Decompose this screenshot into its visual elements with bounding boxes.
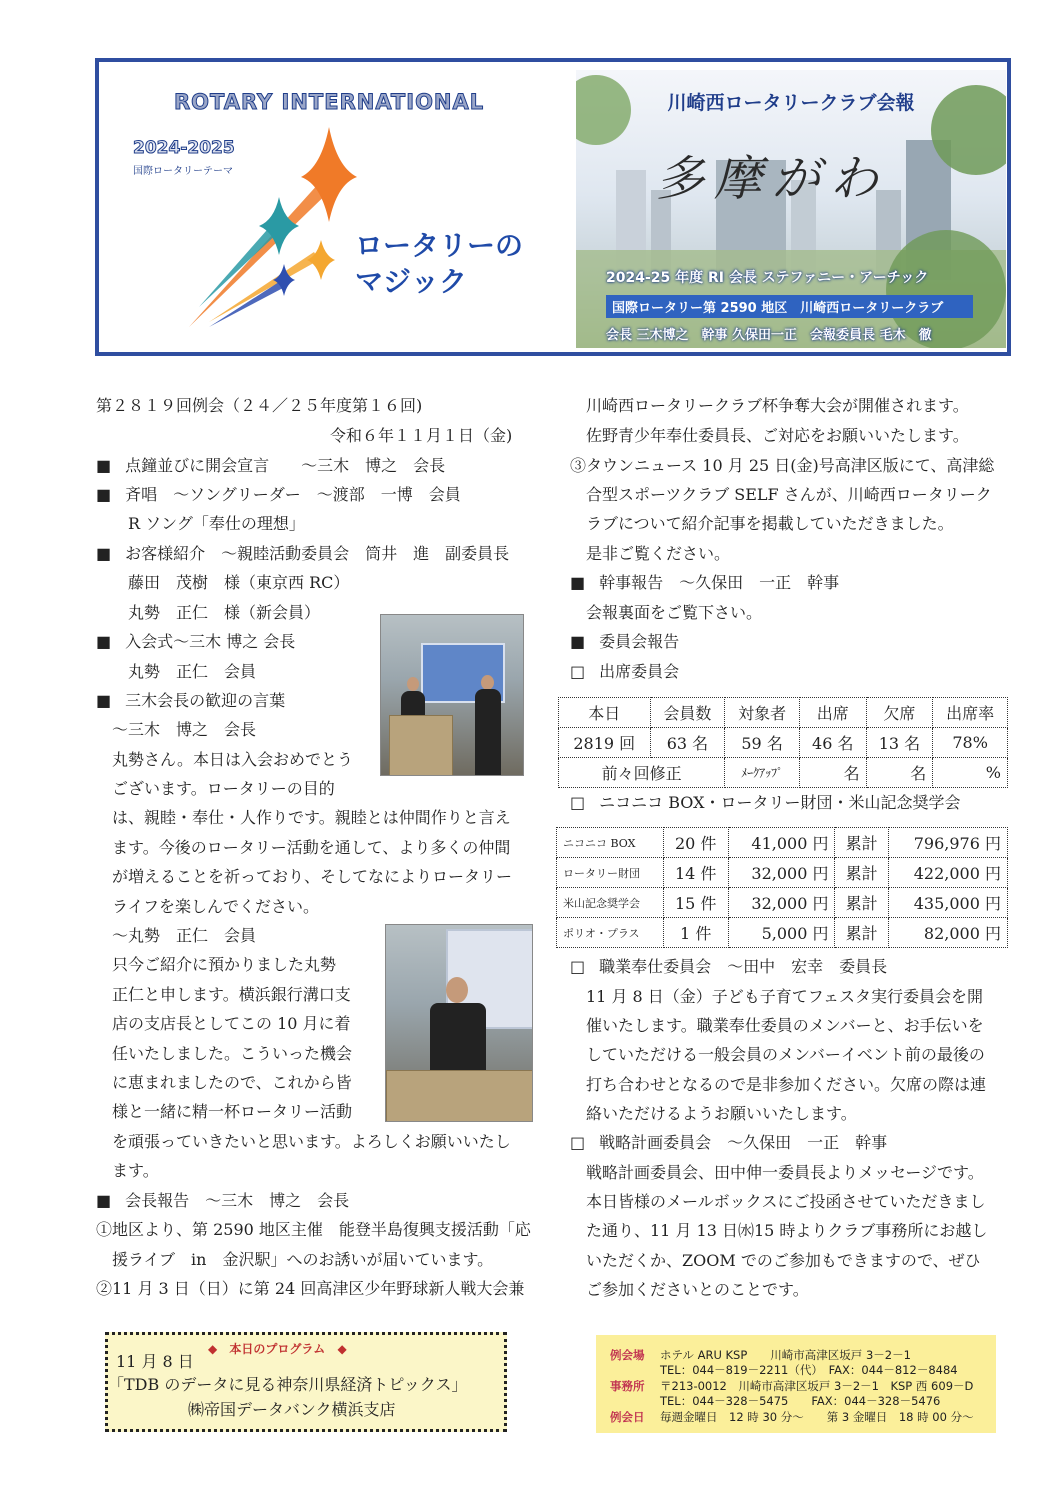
strategic-text-2: 本日皆様のメールボックスにご投函させていただきまし [586,1192,986,1211]
secretary-report: ■ 幹事報告 ～久保田 一正 幹事 [570,573,839,593]
agenda-opening: ■ 点鐘並びに開会宣言 ～三木 博之 会長 [96,456,445,476]
table-cell: ニコニコ BOX [557,828,664,858]
table-row [559,698,1008,728]
attendance-committee: □ 出席委員会 [570,662,679,682]
table-header: 本日 [559,698,651,728]
table-cell: 63 名 [650,728,725,758]
agenda-president-report: ■ 会長報告 ～三木 博之 会長 [96,1191,349,1211]
member-text-5: に恵まれましたので、これから皆 [112,1073,352,1092]
table-row [557,858,1008,888]
report-3c: ラブについて紹介記事を掲載していただきました。 [586,514,954,533]
table-header: 会員数 [650,698,725,728]
table-row [557,918,1008,948]
strategic-committee: □ 戦略計画委員会 ～久保田 一正 幹事 [570,1133,887,1153]
vocational-text-4: 打ち合わせとなるので是非参加ください。欠席の際は連 [586,1075,987,1094]
today-program-box [105,1332,507,1432]
member-text-8: ます。 [112,1161,159,1180]
table-row [559,728,1008,758]
committee-report: ■ 委員会報告 [570,632,679,652]
member-text-3: 店の支店長としてこの 10 月に着 [112,1014,351,1033]
welcome-text-3: は、親睦・奉仕・人作りです。親睦とは仲間作りと言え [112,808,511,827]
member-text-7: を頑張っていきたいと思います。よろしくお願いいたし [112,1132,511,1151]
meeting-title: 第２８１９回例会（２４／２５年度第１６回) [96,396,423,415]
welcome-text-5: が増えることを祈っており、そしてなによりロータリー [112,867,513,886]
podium [386,1070,533,1122]
table-cell: ロータリー財団 [557,858,664,888]
meeting-date: 令和６年１１月１日（金) [330,426,513,445]
meeting-day-label: 例会日 [610,1410,645,1424]
fund-table [556,827,1008,948]
strategic-text-5: ご参加くださいとのことです。 [586,1280,809,1299]
table-cell: % [933,758,1008,788]
member-text-1: 只今ご紹介に預かりました丸勢 [112,955,337,974]
table-row [557,888,1008,918]
office-address: 〒213-0012 川崎市高津区坂戸 3－2－1 KSP 西 609－D [660,1379,974,1393]
ri-president-line: 2024-25 年度 RI 会長 ステファニー・アーチック [606,270,929,286]
office-label: 事務所 [610,1379,645,1393]
table-cell: 2819 回 [559,728,651,758]
strategic-text-3: た通り、11 月 13 日㈬15 時よりクラブ事務所にお越し [586,1221,988,1240]
theme-magic-title [355,228,523,300]
table-cell: 1 件 [663,918,728,948]
induction-member: 丸勢 正仁 会員 [128,662,257,681]
theme-year: 2024-2025 [133,138,235,158]
newsletter-calligraphy-title: 多摩がわ [656,151,889,207]
table-header: 欠席 [866,698,933,728]
table-cell: ポリオ・プラス [557,918,664,948]
agenda-song: ■ 斉唱 ～ソングリーダー ～渡部 一博 会員 [96,485,461,505]
table-cell: 32,000 円 [728,888,835,918]
welcome-speaker: ～三木 博之 会長 [112,720,257,739]
table-cell: 米山記念奨学会 [557,888,664,918]
strategic-text-1: 戦略計画委員会、田中伸一委員長よりメッセージです。 [586,1163,984,1182]
agenda-song-name: R ソング「奉仕の理想」 [128,514,305,533]
club-newsletter-title: 川崎西ロータリークラブ会報 [667,92,915,114]
president-report-1b: 援ライブ in 金沢駅」へのお誘いが届いています。 [112,1250,494,1269]
venue-label: 例会場 [610,1348,645,1362]
theme-label: 国際ロータリーテーマ [133,166,233,177]
table-header: 出席率 [933,698,1008,728]
report-continued-2: 佐野青少年奉仕委員長、ご対応をお願いいたします。 [586,426,969,445]
table-cell: 5,000 円 [728,918,835,948]
table-header: 出席 [799,698,866,728]
vocational-text-1: 11 月 8 日（金）子ども子育てフェスタ実行委員会を開 [586,987,983,1006]
district-line: 国際ロータリー第 2590 地区 川崎西ロータリークラブ [606,295,973,318]
table-cell: 435,000 円 [888,888,1007,918]
podium [389,715,453,776]
vocational-text-3: していただける一般会員のメンバーイベント前の最後の [586,1045,985,1064]
fund-title: □ ニコニコ BOX・ロータリー財団・米山記念奨学会 [570,793,961,813]
program-date: 11 月 8 日 [116,1352,194,1371]
table-cell: ﾒｰｸｱｯﾌﾟ [725,758,800,788]
club-officers-line: 会長 三木博之 幹事 久保田一正 会報委員長 毛木 徹 [606,328,932,343]
agenda-guests: ■ お客様紹介 ～親睦活動委員会 筒井 進 副委員長 [96,544,509,564]
star-streak-blue [209,282,283,327]
strategic-text-4: いただくか、ZOOM でのご参加もできますので、ぜひ [586,1251,981,1270]
table-cell: 前々回修正 [559,758,725,788]
member-text-6: 様と一緒に精一杯ロータリー活動 [112,1102,353,1121]
office-tel: TEL：044－328－5475 FAX：044－328－5476 [660,1394,941,1408]
newsletter-header [95,58,1011,356]
star-yellow-icon [307,240,335,280]
club-photo-banner [576,70,1006,348]
table-cell: 累計 [835,828,888,858]
table-cell: 796,976 円 [888,828,1007,858]
member-speaker: ～丸勢 正仁 会員 [112,926,257,945]
table-cell: 422,000 円 [888,858,1007,888]
vocational-text-2: 催いたします。職業奉仕委員のメンバーと、お手伝いを [586,1016,984,1035]
table-cell: 78% [933,728,1008,758]
president-report-2: ②11 月 3 日（日）に第 24 回高津区少年野球新人戦大会兼 [96,1279,525,1298]
club-info-box [596,1335,996,1433]
table-cell: 46 名 [799,728,866,758]
secretary-report-text: 会報裏面をご覧下さい。 [586,603,763,622]
president-report-1: ①地区より、第 2590 地区主催 能登半島復興支援活動「応 [96,1220,531,1239]
shooting-stars-logo [179,122,359,332]
theme-line-2: マジック [355,265,468,298]
new-member-photo [385,924,533,1122]
table-cell: 14 件 [663,858,728,888]
star-streak-orange [189,172,339,327]
rotary-theme-panel [99,62,574,352]
table-cell: 20 件 [663,828,728,858]
member-text-2: 正仁と申します。横浜銀行溝口支 [112,985,351,1004]
diamond-icon: ◆ [208,1342,218,1356]
venue-address: ホテル ARU KSP 川崎市高津区坂戸 3－2－1 [660,1348,911,1362]
table-cell: 名 [866,758,933,788]
vocational-text-5: 絡いただけるようお願いいたします。 [586,1104,857,1123]
table-header: 対象者 [725,698,800,728]
table-cell: 32,000 円 [728,858,835,888]
induction-photo [380,614,524,776]
table-row [559,758,1008,788]
theme-line-1: ロータリーの [355,229,524,262]
table-cell: 41,000 円 [728,828,835,858]
report-3b: 合型スポーツクラブ SELF さんが、川崎西ロータリーク [586,485,992,504]
table-cell: 13 名 [866,728,933,758]
table-cell: 累計 [835,858,888,888]
welcome-text-6: ライフを楽しんでください。 [112,897,320,916]
table-cell: 82,000 円 [888,918,1007,948]
member-text-4: 任いたしました。こういった機会 [112,1044,353,1063]
agenda-induction: ■ 入会式～三木 博之 会長 [96,632,295,652]
program-speaker: ㈱帝国データバンク横浜支店 [188,1400,396,1419]
venue-tel: TEL：044－819－2211（代） FAX：044－812－8484 [660,1363,958,1377]
guest-2: 丸勢 正仁 様（新会員） [128,603,321,622]
rotary-international-title: ROTARY INTERNATIONAL [174,90,485,114]
table-cell: 59 名 [725,728,800,758]
table-cell: 15 件 [663,888,728,918]
table-cell: 名 [799,758,866,788]
welcome-text-2: ございます。ロータリーの目的 [112,779,335,798]
meeting-day: 毎週金曜日 12 時 30 分～ 第 3 金曜日 18 時 00 分～ [660,1410,974,1424]
program-topic: 「TDB のデータに見る神奈川県経済トピックス」 [108,1375,468,1394]
report-3: ③タウンニュース 10 月 25 日(金)号高津区版にて、高津総 [570,456,995,475]
vocational-committee: □ 職業奉仕委員会 ～田中 宏幸 委員長 [570,957,887,977]
report-continued-1: 川崎西ロータリークラブ杯争奪大会が開催されます。 [586,396,969,415]
table-cell: 累計 [835,888,888,918]
report-3d: 是非ご覧ください。 [586,544,731,563]
attendance-table [558,697,1008,788]
table-row [557,828,1008,858]
agenda-welcome: ■ 三木会長の歓迎の言葉 [96,691,285,711]
table-cell: 累計 [835,918,888,948]
guest-1: 藤田 茂樹 様（東京西 RC） [128,573,350,592]
program-title: ◆ 本日のプログラム ◆ [208,1342,347,1356]
diamond-icon: ◆ [337,1342,347,1356]
welcome-text-1: 丸勢さん。本日は入会おめでとう [112,750,353,769]
welcome-text-4: ます。今後のロータリー活動を通して、より多くの仲間 [112,838,511,857]
